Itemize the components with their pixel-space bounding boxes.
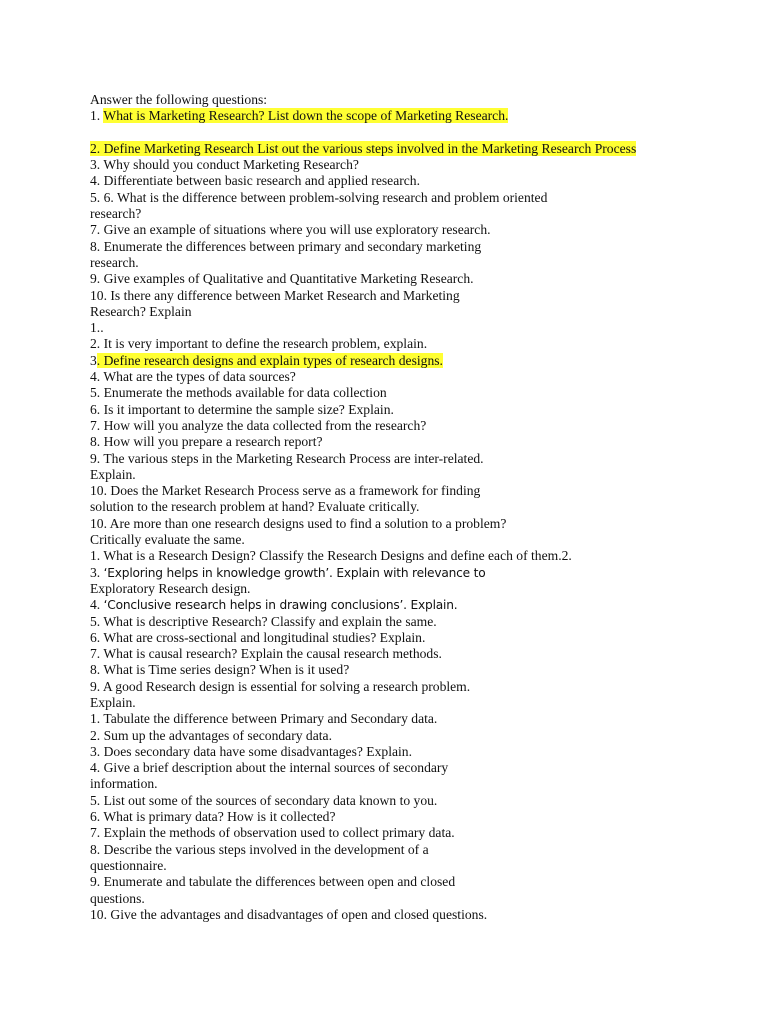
text-line xyxy=(90,141,750,157)
document-body xyxy=(90,92,750,923)
text-line: 9. Enumerate and tabulate the differences between open and closed xyxy=(90,874,456,890)
text-line: 10. Does the Market Research Process serve as a framework for finding xyxy=(90,483,481,499)
line-prefix: 4. xyxy=(90,597,104,613)
text-line: questionnaire. xyxy=(90,857,167,873)
text-line: 1. What is a Research Design? Classify the Research Designs and define each of them.2. xyxy=(90,548,572,564)
text-line: 4. Give a brief description about the internal sources of secondary xyxy=(90,760,449,776)
text-line: 1. Tabulate the difference between Primary and Secondary data. xyxy=(90,711,438,727)
text-line: 10. Give the advantages and disadvantages of open and closed questions. xyxy=(90,906,488,922)
text-line: 10. Is there any difference between Market Research and Marketing xyxy=(90,287,460,303)
text-line: 2. Sum up the advantages of secondary data. xyxy=(90,727,332,743)
text-line: 7. How will you analyze the data collected from the research? xyxy=(90,417,427,433)
text-line: 9. A good Research design is essential for solving a research problem. xyxy=(90,678,471,694)
text-line: 4. What are the types of data sources? xyxy=(90,369,296,385)
text-line: 5. List out some of the sources of secondary data known to you. xyxy=(90,792,438,808)
line-prefix: 1. xyxy=(90,108,104,124)
text-line: 9. The various steps in the Marketing Research Process are inter-related. xyxy=(90,450,484,466)
text-line: 6. Is it important to determine the sample size? Explain. xyxy=(90,401,394,417)
alt-font-text: ‘Exploring helps in knowledge growth’. Explain with relevance to xyxy=(103,565,486,580)
highlighted-text: 2. Define Marketing Research List out the various steps involved in the Marketing Research Process xyxy=(90,140,637,156)
text-line: 10. Are more than one research designs used to find a solution to a problem? xyxy=(90,515,507,531)
text-line: Critically evaluate the same. xyxy=(90,532,245,548)
text-line: research? xyxy=(90,206,142,222)
text-line: 6. What are cross-sectional and longitudinal studies? Explain. xyxy=(90,629,426,645)
text-line: Research? Explain xyxy=(90,303,192,319)
text-line: information. xyxy=(90,776,158,792)
text-line: solution to the research problem at hand? Evaluate critically. xyxy=(90,499,420,515)
text-line: 5. 6. What is the difference between problem-solving research and problem oriented xyxy=(90,189,548,205)
text-line xyxy=(90,353,750,369)
blank-line xyxy=(90,125,750,141)
text-line: 5. Enumerate the methods available for data collection xyxy=(90,385,387,401)
text-line: research. xyxy=(90,254,139,270)
text-line: 3. Why should you conduct Marketing Research? xyxy=(90,157,359,173)
text-line: questions. xyxy=(90,890,145,906)
text-line: Answer the following questions: xyxy=(90,92,268,107)
text-line: 5. What is descriptive Research? Classify and explain the same. xyxy=(90,613,437,629)
text-line: 7. Give an example of situations where you will use exploratory research. xyxy=(90,222,491,238)
text-line: 4. Differentiate between basic research and applied research. xyxy=(90,173,420,189)
text-line: 2. It is very important to define the research problem, explain. xyxy=(90,336,428,352)
text-line: 7. What is causal research? Explain the causal research methods. xyxy=(90,646,442,662)
text-line: 8. How will you prepare a research report? xyxy=(90,434,323,450)
line-prefix: 3. xyxy=(90,564,104,580)
text-line: Explain. xyxy=(90,466,136,482)
text-line: 9. Give examples of Qualitative and Quantitative Marketing Research. xyxy=(90,271,474,287)
text-line: Exploratory Research design. xyxy=(90,580,251,596)
text-line: 3. Does secondary data have some disadvantages? Explain. xyxy=(90,743,412,759)
text-line: 7. Explain the methods of observation used to collect primary data. xyxy=(90,825,455,841)
highlighted-text: What is Marketing Research? List down the scope of Marketing Research. xyxy=(103,108,509,124)
text-line: 6. What is primary data? How is it collected? xyxy=(90,809,336,825)
alt-font-text: ‘Conclusive research helps in drawing conclusions’. Explain. xyxy=(103,598,458,613)
highlighted-text: . Define research designs and explain types of research designs. xyxy=(96,352,443,368)
text-line xyxy=(90,108,750,124)
text-line xyxy=(90,565,750,581)
text-line: 8. Enumerate the differences between primary and secondary marketing xyxy=(90,238,482,254)
text-line: Explain. xyxy=(90,694,136,710)
text-line: 8. What is Time series design? When is it used? xyxy=(90,662,350,678)
line-prefix: 3 xyxy=(90,352,97,368)
text-line: 1.. xyxy=(90,320,104,336)
text-line: 8. Describe the various steps involved in the development of a xyxy=(90,841,429,857)
text-line xyxy=(90,597,750,613)
